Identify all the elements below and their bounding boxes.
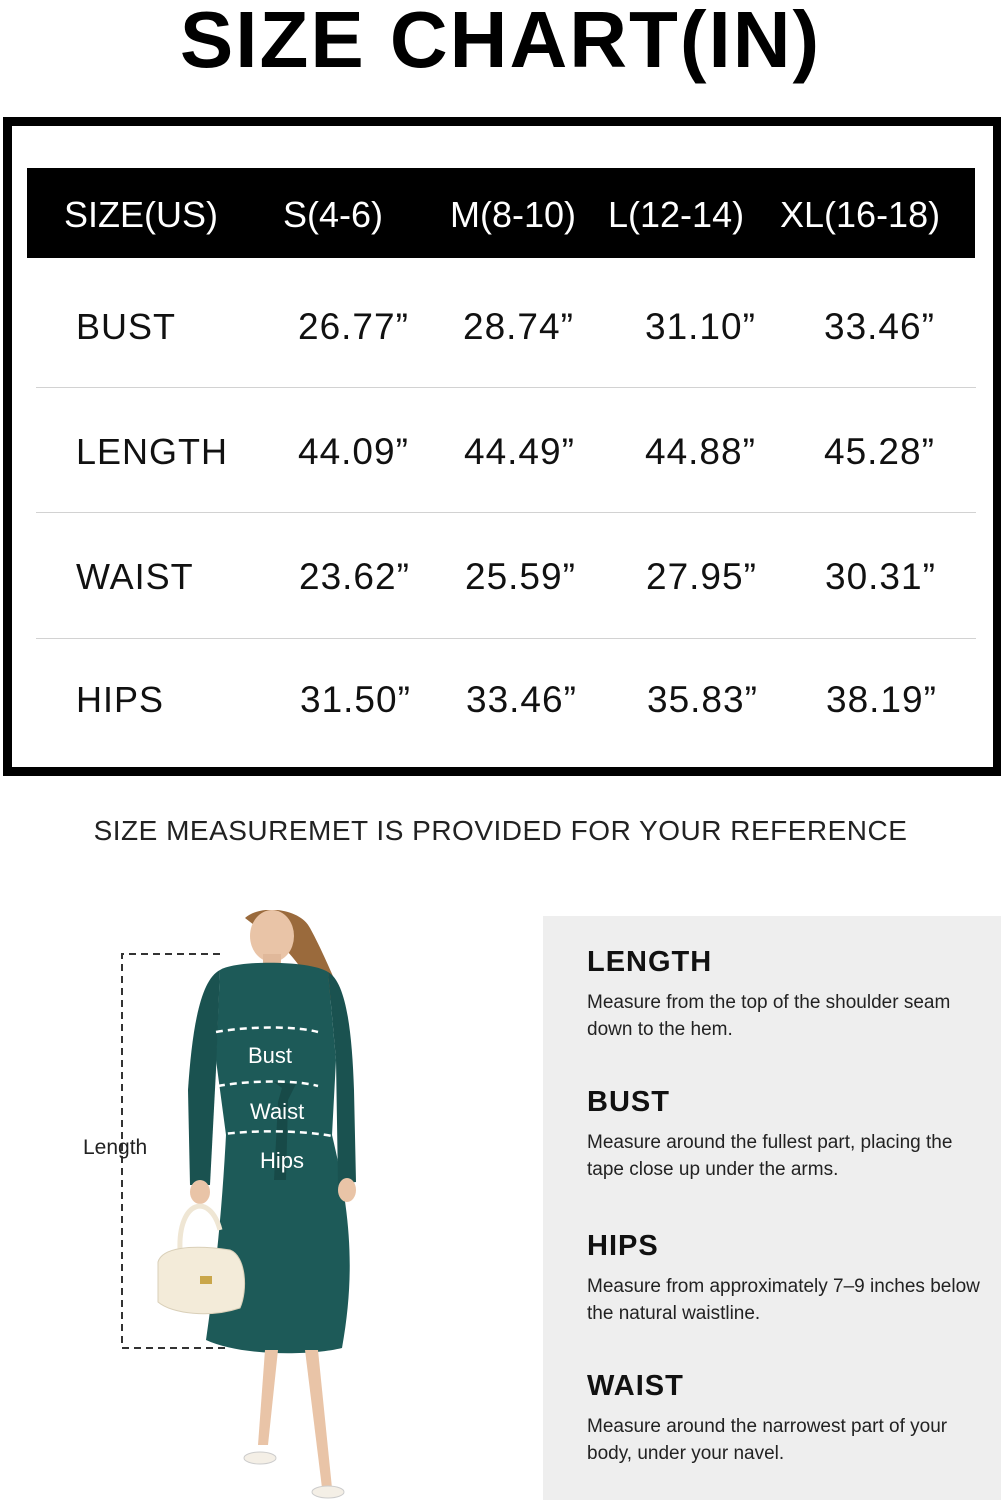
guide-text: Measure around the fullest part, placing the tape close up under the arms. <box>587 1132 953 1180</box>
size-chart-table <box>3 117 1001 776</box>
header-size-m: M(8-10) <box>450 194 577 235</box>
page-title: SIZE CHART(IN) <box>179 0 822 84</box>
guide-bust <box>587 1086 987 1183</box>
header-size-s: S(4-6) <box>283 194 384 235</box>
guide-title: HIPS <box>587 1230 659 1262</box>
table-row-bust <box>36 258 976 383</box>
table-cell: 38.19” <box>826 679 937 720</box>
table-cell: 45.28” <box>824 431 935 472</box>
guide-length <box>587 946 987 1043</box>
row-label: BUST <box>76 306 177 347</box>
header-size-l: L(12-14) <box>608 194 745 235</box>
table-cell: 44.88” <box>645 431 756 472</box>
guide-text: Measure from the top of the shoulder seam down to the hem. <box>587 992 951 1040</box>
table-cell: 23.62” <box>299 556 410 597</box>
table-row-hips <box>36 631 976 756</box>
measurement-guide-panel <box>543 916 1001 1500</box>
guide-text: Measure from approximately 7–9 inches below the natural waistline. <box>587 1276 980 1324</box>
table-row-waist <box>36 508 976 633</box>
waist-label: Waist <box>250 1099 305 1124</box>
table-cell: 27.95” <box>646 556 757 597</box>
table-cell: 33.46” <box>824 306 935 347</box>
guide-waist <box>587 1370 987 1467</box>
table-cell: 31.10” <box>645 306 756 347</box>
guide-title: LENGTH <box>587 946 713 978</box>
row-label: LENGTH <box>76 431 229 472</box>
table-row-length <box>36 383 976 508</box>
table-cell: 25.59” <box>465 556 576 597</box>
table-cell: 28.74” <box>463 306 574 347</box>
table-cell: 44.09” <box>298 431 409 472</box>
measurement-figure <box>60 910 380 1500</box>
header-size-xl: XL(16-18) <box>780 194 941 235</box>
guide-title: WAIST <box>587 1370 684 1402</box>
reference-note: SIZE MEASUREMET IS PROVIDED FOR YOUR REFERENCE <box>93 815 908 846</box>
model-illustration <box>60 910 380 1500</box>
guide-text: Measure around the narrowest part of your body, under your navel. <box>587 1416 948 1464</box>
length-label: Length <box>83 1136 148 1159</box>
table-cell: 31.50” <box>300 679 411 720</box>
header-size-us: SIZE(US) <box>64 194 219 235</box>
guide-title: BUST <box>587 1086 670 1118</box>
table-cell: 35.83” <box>647 679 758 720</box>
guide-hips <box>587 1230 987 1327</box>
bust-label: Bust <box>248 1043 293 1068</box>
table-cell: 30.31” <box>825 556 936 597</box>
row-label: HIPS <box>76 679 165 720</box>
table-cell: 44.49” <box>464 431 575 472</box>
row-label: WAIST <box>76 556 194 597</box>
left-sleeve <box>188 970 220 1185</box>
hips-label: Hips <box>260 1148 305 1173</box>
table-cell: 33.46” <box>466 679 577 720</box>
table-header-row <box>27 168 975 258</box>
table-cell: 26.77” <box>298 306 409 347</box>
